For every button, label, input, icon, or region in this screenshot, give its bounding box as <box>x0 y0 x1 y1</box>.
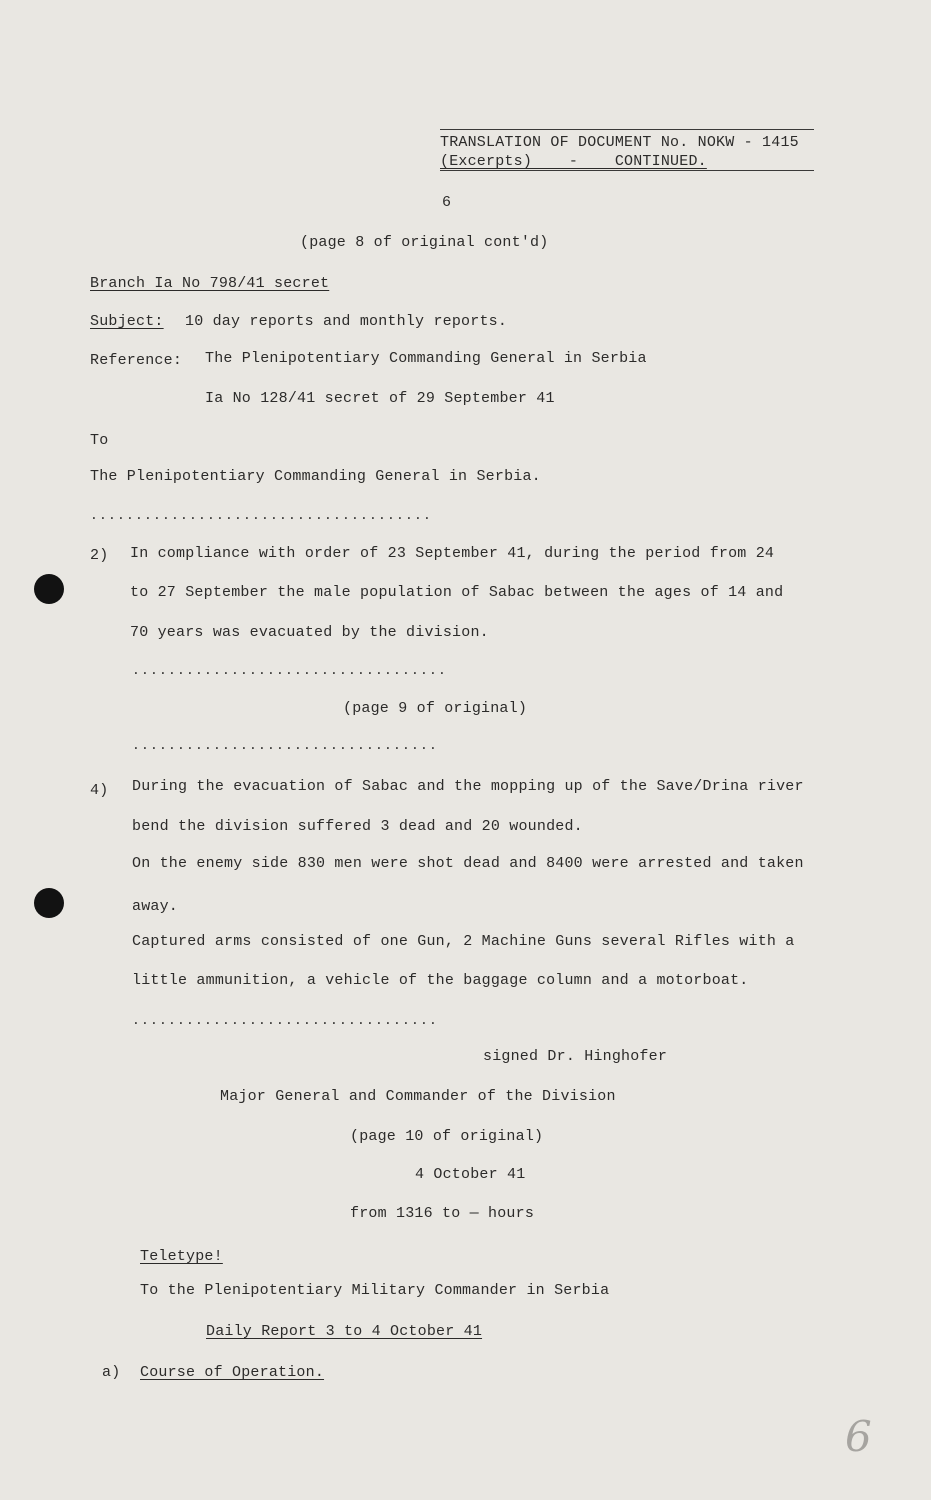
teletype-recipient: To the Plenipotentiary Military Commander in Serbia <box>140 1282 610 1299</box>
header-top-rule <box>440 129 814 130</box>
reference-text-2: Ia No 128/41 secret of 29 September 41 <box>205 390 555 407</box>
report-date: 4 October 41 <box>415 1166 526 1183</box>
para4-line5: Captured arms consisted of one Gun, 2 Machine Guns several Rifles with a <box>132 933 795 950</box>
para2-number: 2) <box>90 547 109 564</box>
ellipsis-separator: ...................................... <box>90 508 433 523</box>
report-time: from 1316 to — hours <box>350 1205 535 1222</box>
punch-hole <box>34 574 64 604</box>
subject-label: Subject: <box>90 313 164 330</box>
ellipsis-separator: .................................. <box>132 1013 439 1028</box>
para4-number: 4) <box>90 782 109 799</box>
ellipsis-separator: .................................. <box>132 738 439 753</box>
para4-line2: bend the division suffered 3 dead and 20 wounded. <box>132 818 583 835</box>
page-number: 6 <box>442 194 452 211</box>
para2-line3: 70 years was evacuated by the division. <box>130 624 489 641</box>
subject-text: 10 day reports and monthly reports. <box>185 313 508 330</box>
page-ref-9: (page 9 of original) <box>343 700 528 717</box>
reference-label: Reference: <box>90 352 183 369</box>
para4-line1: During the evacuation of Sabac and the mopping up of the Save/Drina river <box>132 778 804 795</box>
para2-line1: In compliance with order of 23 September 41, during the period from 24 <box>130 545 775 562</box>
para4-line3: On the enemy side 830 men were shot dead and 8400 were arrested and taken <box>132 855 804 872</box>
para2-line2: to 27 September the male population of Sabac between the ages of 14 and <box>130 584 784 601</box>
ellipsis-separator: ................................... <box>132 663 448 678</box>
punch-hole <box>34 888 64 918</box>
para4-line4: away. <box>132 898 179 915</box>
teletype-label: Teletype! <box>140 1248 223 1265</box>
page-ref-8: (page 8 of original cont'd) <box>300 234 549 251</box>
addressee: The Plenipotentiary Commanding General in Serbia. <box>90 468 541 485</box>
header-bottom-rule <box>440 170 814 171</box>
item-heading: Course of Operation. <box>140 1364 325 1381</box>
para4-line6: little ammunition, a vehicle of the baggage column and a motorboat. <box>132 972 749 989</box>
handwritten-page-number: 6 <box>845 1412 872 1461</box>
to-label: To <box>90 432 109 449</box>
signature-line: signed Dr. Hinghofer <box>483 1048 668 1065</box>
header-subtitle: (Excerpts) - CONTINUED. <box>440 153 707 170</box>
item-letter: a) <box>102 1364 121 1381</box>
reference-text: The Plenipotentiary Commanding General in Serbia <box>205 350 647 367</box>
header-title: TRANSLATION OF DOCUMENT No. NOKW - 1415 <box>440 134 799 151</box>
branch-line: Branch Ia No 798/41 secret <box>90 275 330 292</box>
signature-title: Major General and Commander of the Division <box>220 1088 616 1105</box>
daily-report-title: Daily Report 3 to 4 October 41 <box>206 1323 483 1340</box>
page-ref-10: (page 10 of original) <box>350 1128 544 1145</box>
